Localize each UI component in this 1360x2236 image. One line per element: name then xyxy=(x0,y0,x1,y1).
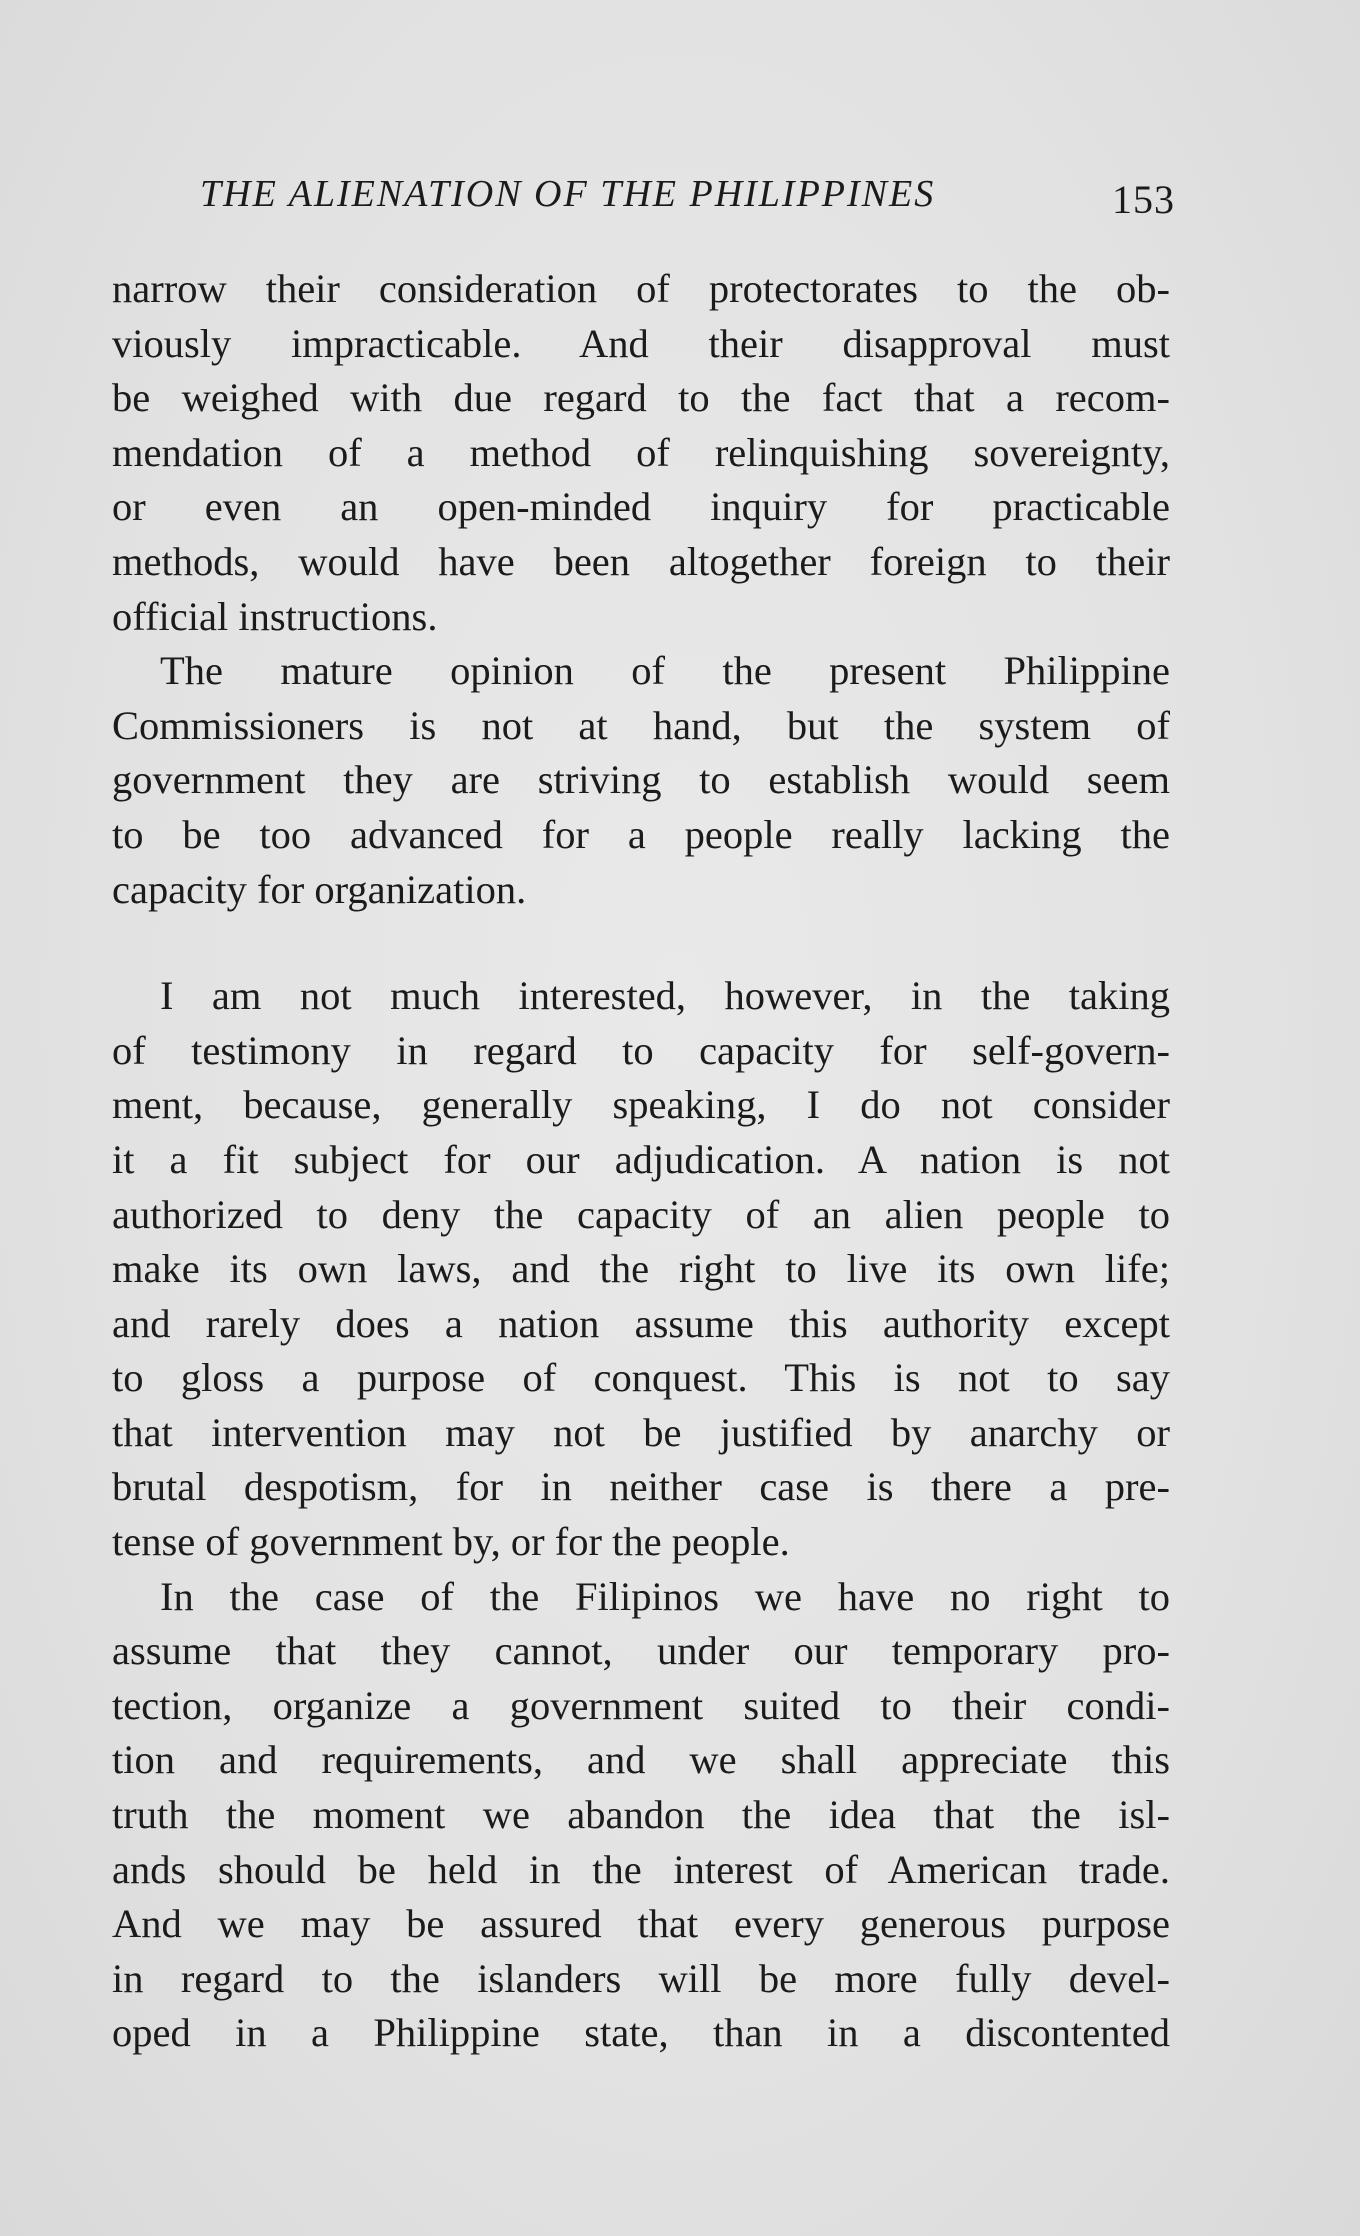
text-line: it a fit subject for our adjudication. A nation is not xyxy=(112,1136,1170,1182)
page-number: 153 xyxy=(1112,177,1175,222)
text-line: assume that they cannot, under our temporary pro- xyxy=(112,1628,1170,1674)
text-line: authorized to deny the capacity of an alien people to xyxy=(112,1191,1170,1237)
text-line: official instructions. xyxy=(112,593,438,639)
text-line: In the case of the Filipinos we have no right to xyxy=(160,1573,1170,1619)
text-line: tense of government by, or for the people. xyxy=(112,1519,790,1565)
text-line: capacity for organization. xyxy=(112,866,527,912)
text-line: mendation of a method of relinquishing sovereignty, xyxy=(112,429,1170,475)
paragraph-1 xyxy=(112,262,1170,644)
text-line: in regard to the islanders will be more fully devel- xyxy=(112,1955,1170,2001)
paragraph-4 xyxy=(112,1570,1170,2061)
text-line: or even an open-minded inquiry for practicable xyxy=(112,484,1170,530)
paragraph-2 xyxy=(112,644,1170,917)
text-line: to be too advanced for a people really lacking the xyxy=(112,811,1170,857)
text-line: that intervention may not be justified by anarchy or xyxy=(112,1409,1170,1455)
text-line: methods, would have been altogether foreign to their xyxy=(112,538,1170,584)
running-title: THE ALIENATION OF THE PHILIPPINES xyxy=(200,173,936,215)
section-break xyxy=(112,917,1170,969)
text-line: of testimony in regard to capacity for self-govern- xyxy=(112,1027,1170,1073)
text-line: make its own laws, and the right to live its own life; xyxy=(112,1246,1170,1292)
text-line: Commissioners is not at hand, but the system of xyxy=(112,702,1170,748)
text-line: And we may be assured that every generous purpose xyxy=(112,1901,1170,1947)
text-line: and rarely does a nation assume this authority except xyxy=(112,1300,1170,1346)
text-line: I am not much interested, however, in the taking xyxy=(160,973,1170,1019)
text-line: truth the moment we abandon the idea that the isl- xyxy=(112,1792,1170,1838)
text-line: tection, organize a government suited to their condi- xyxy=(112,1682,1170,1728)
text-line: ment, because, generally speaking, I do not consider xyxy=(112,1082,1170,1128)
running-header xyxy=(200,172,1175,232)
text-line: oped in a Philippine state, than in a discontented xyxy=(112,2010,1170,2056)
text-line: The mature opinion of the present Philippine xyxy=(160,648,1170,694)
text-line: government they are striving to establish would seem xyxy=(112,757,1170,803)
body-text xyxy=(112,262,1170,2061)
text-line: narrow their consideration of protectorates to the ob- xyxy=(112,266,1170,311)
text-line: tion and requirements, and we shall appreciate this xyxy=(112,1737,1170,1783)
text-line: to gloss a purpose of conquest. This is not to say xyxy=(112,1355,1170,1401)
text-line: be weighed with due regard to the fact that a recom- xyxy=(112,375,1170,421)
text-line: viously impracticable. And their disapproval must xyxy=(112,320,1170,366)
paragraph-3 xyxy=(112,969,1170,1570)
text-line: brutal despotism, for in neither case is there a pre- xyxy=(112,1464,1170,1510)
text-line: ands should be held in the interest of American trade. xyxy=(112,1846,1170,1892)
